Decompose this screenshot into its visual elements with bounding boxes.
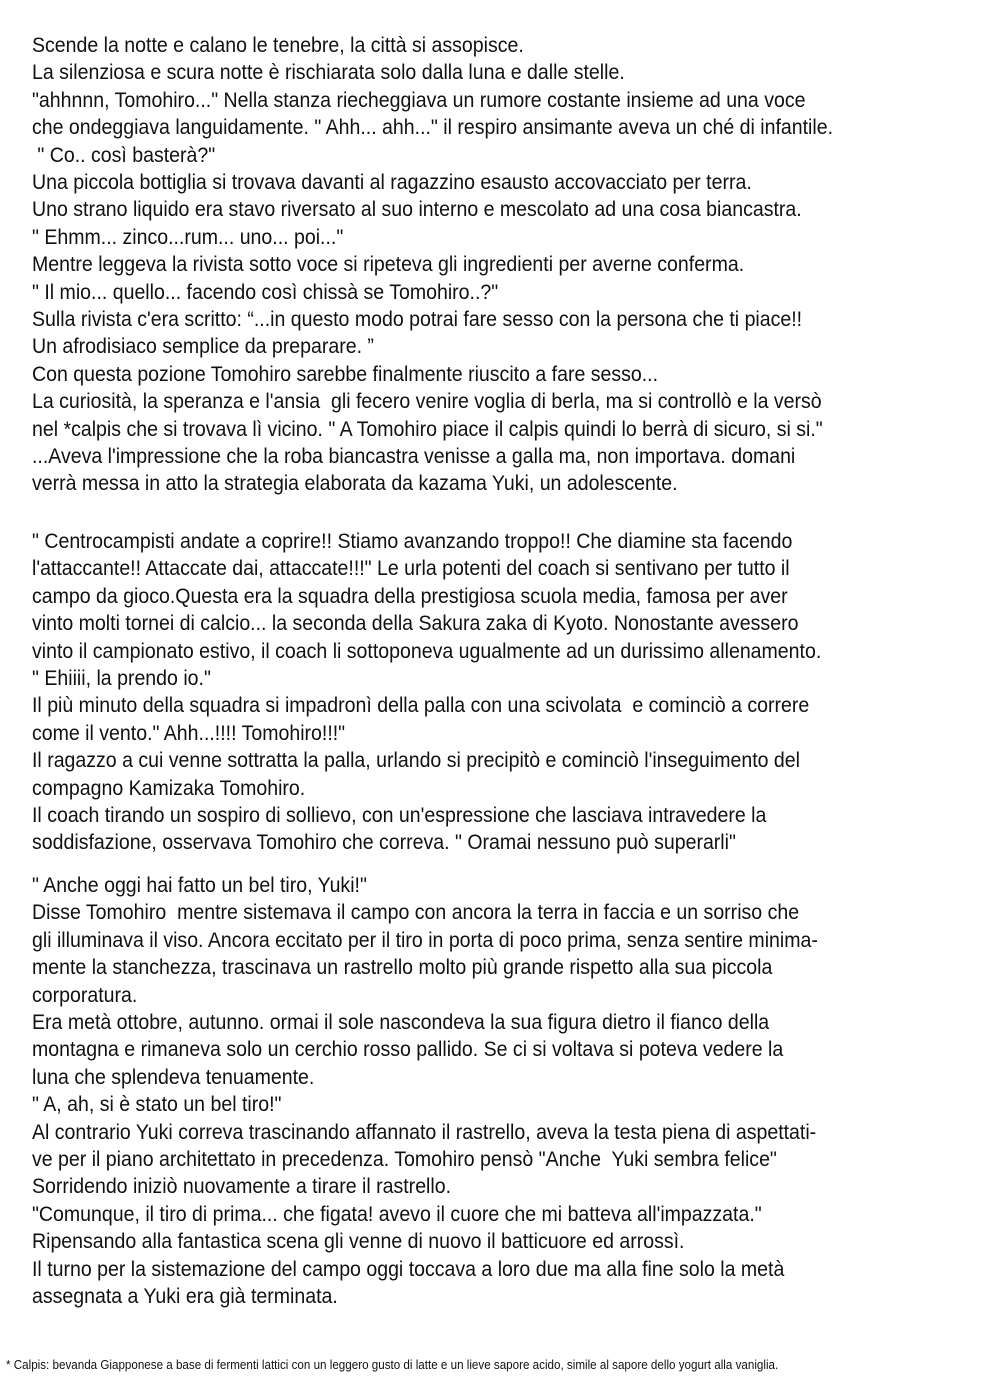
text-line: vinto molti tornei di calcio... la seconda della Sakura zaka di Kyoto. Nonostante avessero [32,612,799,636]
text-line: " A, ah, si è stato un bel tiro!" [32,1093,282,1117]
text-line: campo da gioco.Questa era la squadra della prestigiosa scuola media, famosa per aver [32,584,788,608]
text-line: Con questa pozione Tomohiro sarebbe finalmente riuscito a fare sesso... [32,362,659,386]
text-line: Ripensando alla fantastica scena gli venne di nuovo il batticuore ed arrossì. [32,1230,685,1254]
text-line: "Comunque, il tiro di prima... che figata! avevo il cuore che mi batteva all'impazzata." [32,1202,762,1226]
text-line: Sulla rivista c'era scritto: “...in questo modo potrai fare sesso con la persona che ti piace!! [32,308,803,331]
footnote: * Calpis: bevanda Giapponese a base di fermenti lattici con un leggero gusto di latte e un lieve sapore acido, simile al sapore dello yogurt alla vaniglia. [6,1358,779,1372]
text-line: " Anche oggi hai fatto un bel tiro, Yuki!" [32,874,367,897]
text-line: assegnata a Yuki era già terminata. [32,1285,338,1308]
text-line: vinto il campionato estivo, il coach li sottoponeva ugualmente ad un durissimo allenamento. [32,639,822,663]
text-line: " Ehiiii, la prendo io." [32,667,211,690]
text-line: Una piccola bottiglia si trovava davanti al ragazzino esausto accovacciato per terra. [32,171,752,194]
text-line: soddisfazione, osservava Tomohiro che correva. " Oramai nessuno può superarli" [32,831,736,855]
text-line: Un afrodisiaco semplice da preparare. ” [32,335,374,359]
text-line: Uno strano liquido era stavo riversato al suo interno e mescolato ad una cosa biancastra. [32,198,802,222]
text-line: "ahhnnn, Tomohiro..." Nella stanza riecheggiava un rumore costante insieme ad una voce [32,88,806,112]
text-line: " Il mio... quello... facendo così chissà se Tomohiro..?" [32,280,499,304]
text-line: Al contrario Yuki correva trascinando affannato il rastrello, aveva la testa piena di aspettati- [32,1120,817,1144]
text-line: Scende la notte e calano le tenebre, la città si assopisce. [32,34,524,57]
text-line: La silenziosa e scura notte è rischiarata solo dalla luna e dalle stelle. [32,61,625,85]
text-line: " Centrocampisti andate a coprire!! Stiamo avanzando troppo!! Che diamine sta facendo [32,530,793,553]
text-line: Disse Tomohiro mentre sistemava il campo con ancora la terra in faccia e un sorriso che [32,901,800,925]
text-line: ...Aveva l'impressione che la roba biancastra venisse a galla ma, non importava. domani [32,445,796,468]
text-line: luna che splendeva tenuamente. [32,1065,315,1089]
text-line: corporatura. [32,983,138,1007]
text-line: verrà messa in atto la strategia elaborata da kazama Yuki, un adolescente. [32,472,678,496]
text-line: l'attaccante!! Attaccate dai, attaccate!!!" Le urla potenti del coach si sentivano per tutto il [32,557,790,581]
text-line: Il coach tirando un sospiro di sollievo, con un'espressione che lasciava intravedere la [32,804,767,827]
text-line: montagna e rimaneva solo un cerchio rosso pallido. Se ci si voltava si poteva vedere la [32,1038,784,1062]
text-line: Il più minuto della squadra si impadronì della palla con una scivolata e cominciò a correre [32,694,810,718]
text-line: gli illuminava il viso. Ancora eccitato per il tiro in porta di poco prima, senza sentire minima- [32,928,818,952]
text-line: Era metà ottobre, autunno. ormai il sole nascondeva la sua figura dietro il fianco della [32,1011,770,1034]
text-line: Il turno per la sistemazione del campo oggi toccava a loro due ma alla fine solo la metà [32,1257,785,1281]
text-line: " Ehmm... zinco...rum... uno... poi..." [32,225,344,249]
text-line: Sorridendo iniziò nuovamente a tirare il rastrello. [32,1175,452,1199]
text-line: che ondeggiava languidamente. " Ahh... ahh..." il respiro ansimante aveva un ché di infantile. [32,116,834,140]
text-line: " Co.. così basterà?" [32,143,216,167]
text-line: mente la stanchezza, trascinava un rastrello molto più grande rispetto alla sua piccola [32,956,773,980]
text-line: Mentre leggeva la rivista sotto voce si ripeteva gli ingredienti per averne conferma. [32,253,745,277]
text-line: come il vento." Ahh...!!!! Tomohiro!!!" [32,721,346,745]
text-line: nel *calpis che si trovava lì vicino. " A Tomohiro piace il calpis quindi lo berrà di sicuro, si si." [32,417,823,441]
text-line: ve per il piano architettato in precedenza. Tomohiro pensò "Anche Yuki sembra felice" [32,1148,777,1171]
text-line: La curiosità, la speranza e l'ansia gli fecero venire voglia di berla, ma si controllò e la versò [32,390,822,414]
text-line: compagno Kamizaka Tomohiro. [32,776,306,800]
text-line: Il ragazzo a cui venne sottratta la palla, urlando si precipitò e cominciò l'inseguimento del [32,749,801,773]
